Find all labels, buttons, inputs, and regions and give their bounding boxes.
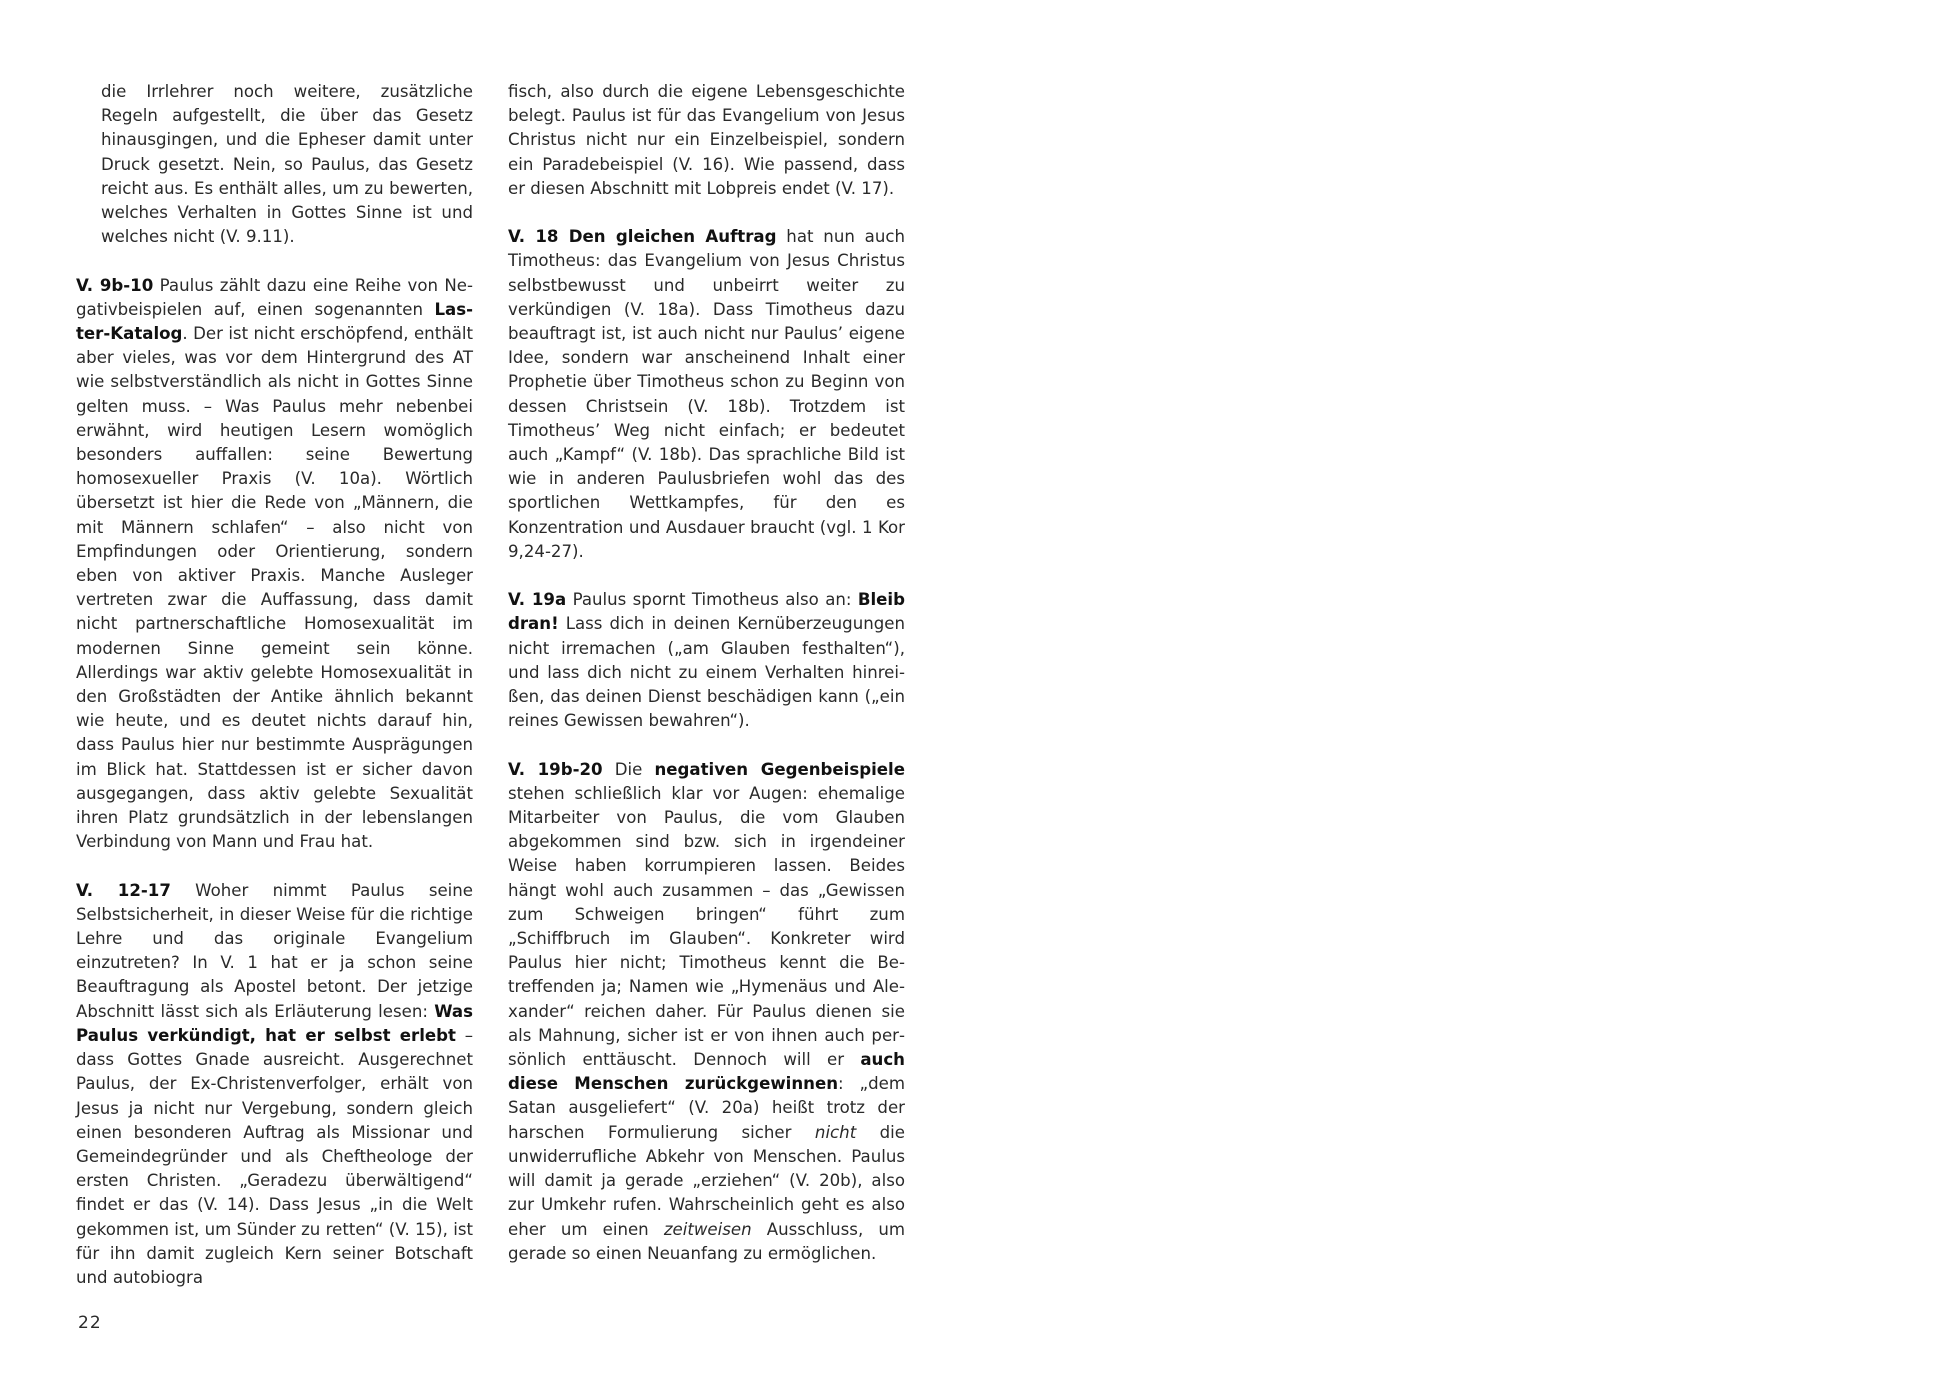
paragraph-v19b-20 [508, 758, 905, 1266]
paragraph-v18 [508, 225, 905, 564]
emphasis-text: negativen Gegenbeispiele [654, 759, 905, 779]
verse-reference: V. 18 [508, 227, 559, 247]
paragraph-v12-17 [76, 879, 473, 1290]
emphasis-text: Was Paulus verkündigt, hat er selbst erlebt [76, 1001, 473, 1045]
paragraph-text: Paulus zählt dazu eine Reihe von Negativbeispielen auf, einen sogenannten [76, 275, 473, 319]
paragraph-continued [508, 80, 905, 201]
emphasis-text: Den gleichen Auftrag [558, 227, 777, 247]
italic-text: nicht [814, 1122, 857, 1142]
paragraph-text: stehen schließlich klar vor Augen: ehemalige Mitarbeiter von Paulus, die vom Glauben abgekommen sind bzw. sich in irgendeiner Weise haben korrumpieren lassen. Beides hängt wohl auch zusammen – das „Gewissen zum Schweigen bringen“ führt zum „Schiffbruch im Glauben“. Konkreter wird Paulus hier nicht; Timotheus kennt die Betreffenden ja; Namen wie „Hymenäus und Alexander“ reichen daher. Für Paulus dienen sie als Mahnung, sicher ist er von ihnen auch persönlich enttäuscht. Dennoch will er [508, 783, 905, 1070]
paragraph-text: die Irrlehrer noch weitere, zusätzliche Regeln aufgestellt, die über das Gesetz hinausgingen, und die Epheser damit unter Druck gesetzt. Nein, so Paulus, das Gesetz reicht aus. Es enthält alles, um zu bewerten, welches Verhalten in Gottes Sinne ist und welches nicht (V. 9.11). [101, 82, 473, 247]
emphasis-text: auch diese Menschen zurückgewinnen [508, 1050, 905, 1094]
paragraph-text: – dass Gottes Gnade ausreicht. Ausgerechnet Paulus, der Ex-Christenverfolger, erhält von Jesus ja nicht nur Vergebung, sondern gleich einen besonderen Auftrag als Missionar und Gemeindegründer und als Cheftheologe der ersten Christen. „Geradezu überwältigend“ findet er das (V. 14). Dass Jesus „in die Welt gekommen ist, um Sünder zu retten“ (V. 15), ist für ihn damit zugleich Kern seiner Botschaft und autobiogra [76, 1025, 473, 1287]
paragraph-text: Woher nimmt Paulus seine Selbstsicherheit, in dieser Weise für die richtige Lehre und das originale Evangelium einzutreten? In V. 1 hat er ja schon seine Beauftragung als Apostel betont. Der jetzige Abschnitt lässt sich als Erläuterung lesen: [76, 880, 474, 1021]
paragraph-text: Lass dich in deinen Kernüberzeugungen nicht irremachen („am Glauben festhalten“), und lass dich nicht zu einem Verhalten hinreißen, das deinen Dienst beschädigen kann („ein reines Gewissen bewahren“). [508, 614, 905, 731]
paragraph-text: Paulus spornt Timotheus also an: [566, 590, 858, 610]
italic-text: zeitweisen [663, 1219, 752, 1239]
paragraph-text: . Der ist nicht erschöpfend, enthält aber vieles, was vor dem Hintergrund des AT wie selbstverständlich als nicht in Gottes Sinne gelten muss. – Was Paulus mehr nebenbei erwähnt, wird heutigen Lesern womöglich besonders auffallen: seine Bewertung homosexueller Praxis (V. 10a). Wörtlich übersetzt ist hier die Rede von „Männern, die mit Männern schlafen“ – also nicht von Empfindungen oder Orientierung, sondern eben von aktiver Praxis. Manche Ausleger vertreten zwar die Auffassung, dass damit nicht partnerschaftliche Homosexualität im modernen Sinne gemeint sein könne. Allerdings war aktiv gelebte Homosexualität in den Großstädten der Antike ähnlich bekannt wie heute, und es deutet nichts darauf hin, dass Paulus hier nur bestimmte Ausprägungen im Blick hat. Stattdessen ist er sicher davon ausgegangen, dass aktiv gelebte Sexualität ihren Platz grundsätzlich in der lebenslangen Verbindung von Mann und Frau hat. [76, 324, 473, 852]
verse-reference: V. 9b-10 [76, 275, 154, 295]
paragraph-text: Ausschluss, um gerade so einen Neuanfang zu ermöglichen. [508, 1219, 905, 1263]
emphasis-text: Laster-Katalog [76, 299, 473, 344]
right-column [508, 80, 905, 1290]
paragraph-intro-continued [76, 80, 473, 249]
paragraph-text: die unwiderrufliche Abkehr von Menschen. Paulus will damit ja gerade „erziehen“ (V. 20b), also zur Umkehr rufen. Wahrscheinlich geht es also eher um einen [508, 1122, 905, 1239]
paragraph-text: hat nun auch Timotheus: das Evangelium von Jesus Christus selbstbewusst und unbeirrt weiter zu verkündigen (V. 18a). Dass Timotheus dazu beauftragt ist, ist auch nicht nur Paulus’ eigene Idee, sondern war anscheinend Inhalt einer Prophetie über Timotheus schon zu Beginn von dessen Christsein (V. 18b). Trotzdem ist Timotheus’ Weg nicht einfach; er bedeutet auch „Kampf“ (V. 18b). Das sprachliche Bild ist wie in anderen Paulusbriefen wohl das des sportlichen Wettkampfes, für den es Konzentration und Ausdauer braucht (vgl. 1 Kor 9,24-27). [508, 227, 905, 561]
verse-reference: V. 19b-20 [508, 759, 603, 779]
paragraph-text: fisch, also durch die eigene Lebensgeschichte belegt. Paulus ist für das Evangelium von Jesus Christus nicht nur ein Einzelbeispiel, sondern ein Paradebeispiel (V. 16). Wie passend, dass er diesen Abschnitt mit Lobpreis endet (V. 17). [508, 82, 905, 198]
paragraph-text: Die [602, 759, 655, 779]
paragraph-text: : „dem Satan ausgeliefert“ (V. 20a) heißt trotz der harschen Formulierung sicher [508, 1074, 905, 1142]
paragraph-v19a [508, 588, 905, 733]
page-number: 22 [78, 1313, 102, 1333]
verse-reference: V. 12-17 [76, 880, 171, 900]
emphasis-text: Bleib dran! [508, 590, 905, 634]
paragraph-v9b-10 [76, 274, 473, 855]
verse-reference: V. 19a [508, 590, 567, 610]
left-column [76, 80, 473, 1314]
